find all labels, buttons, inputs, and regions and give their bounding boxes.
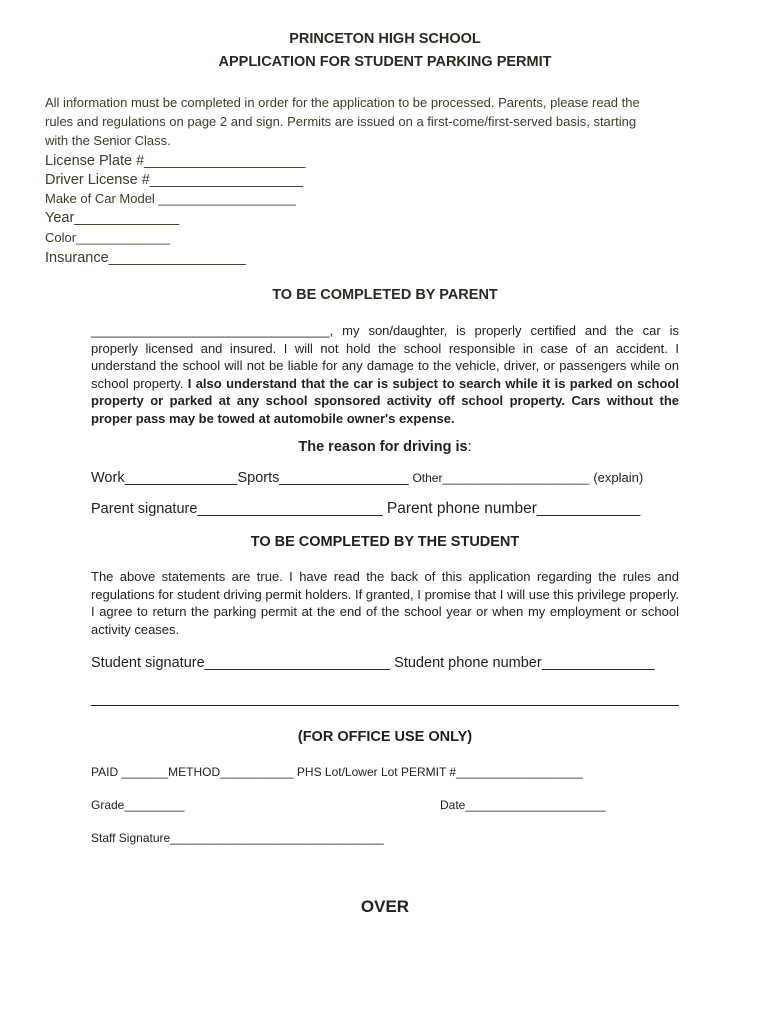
student-signature-field[interactable]: Student signature_______________________: [91, 655, 391, 671]
reason-for-driving: The reason for driving is:: [298, 439, 472, 455]
make-model-field[interactable]: Make of Car Model ___________________: [45, 191, 296, 206]
parent-signature-line: [91, 500, 640, 518]
color-field[interactable]: Color_____________: [45, 230, 171, 245]
driver-license-field[interactable]: Driver License #___________________: [45, 172, 303, 188]
parent-statement: _________________________________, my son/daughter, is properly certified and the car is properly licensed and insured. I will not hold the school responsible in case of an accident. I understand the school will not be liable for any damage to the vehicle, driver, or passengers while on school property. I also understand that the car is subject to search while it is parked on school property or parked at any school sponsored activity off school property. Cars without the proper pass may be towed at automobile owner's expense.: [91, 323, 679, 426]
other-option[interactable]: Other______________________: [412, 471, 590, 485]
student-statement: The above statements are true. I have read the back of this application regarding the rules and regulations for student driving permit holders. If granted, I promise that I will use this privilege properly. I agree to return the parking permit at the end of the school year or when my employment or school activity ceases.: [91, 569, 679, 637]
reason-options: Work______________Sports________________ Other______________________ (explain): [91, 470, 644, 486]
date-field[interactable]: Date_____________________: [440, 798, 606, 812]
sports-option[interactable]: Sports________________: [237, 470, 409, 486]
form-title: APPLICATION FOR STUDENT PARKING PERMIT: [218, 54, 552, 70]
office-section-heading: (FOR OFFICE USE ONLY): [297, 729, 473, 745]
year-field[interactable]: Year_____________: [45, 210, 180, 226]
paid-method-permit-field[interactable]: PAID _______METHOD___________ PHS Lot/Lower Lot PERMIT #___________________: [91, 765, 583, 779]
school-name: PRINCETON HIGH SCHOOL: [289, 31, 481, 47]
intro-line-3: with the Senior Class.: [45, 133, 171, 148]
divider-line: [91, 705, 679, 706]
intro-line-1: All information must be completed in order for the application to be processed. Parents, please read the: [45, 95, 640, 110]
parent-signature-field[interactable]: Parent signature_______________________: [91, 501, 383, 517]
student-section-heading: TO BE COMPLETED BY THE STUDENT: [250, 534, 520, 550]
student-phone-field[interactable]: Student phone number______________: [394, 655, 655, 671]
parent-section-heading: TO BE COMPLETED BY PARENT: [272, 287, 498, 303]
grade-field[interactable]: Grade_________: [91, 798, 185, 812]
intro-line-2: rules and regulations on page 2 and sign. Permits are issued on a first-come/first-served basis, starting: [45, 114, 637, 129]
student-name-blank[interactable]: _________________________________,: [91, 323, 334, 338]
insurance-field[interactable]: Insurance_________________: [45, 250, 246, 266]
student-signature-line: [91, 655, 655, 671]
work-option[interactable]: Work______________: [91, 470, 238, 486]
staff-signature-field[interactable]: Staff Signature________________________________: [91, 831, 384, 845]
parent-phone-field[interactable]: Parent phone number____________: [386, 500, 641, 517]
over-label: OVER: [360, 897, 410, 916]
license-plate-field[interactable]: License Plate #____________________: [45, 153, 306, 169]
